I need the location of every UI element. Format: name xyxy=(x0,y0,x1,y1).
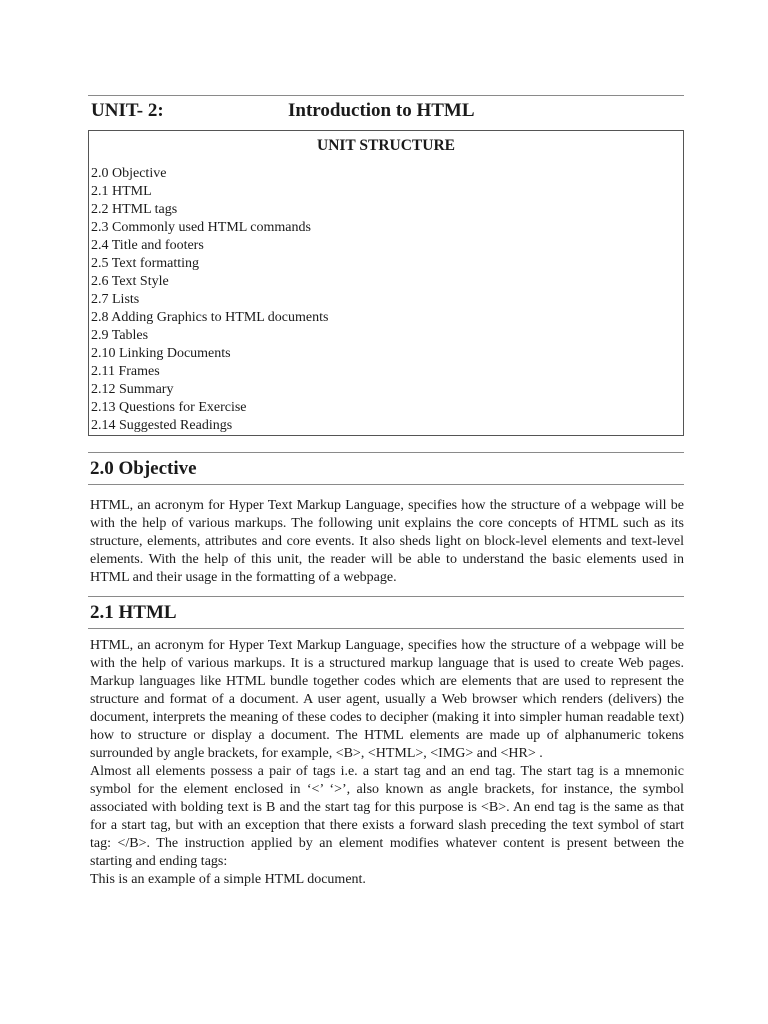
html-section xyxy=(88,596,684,889)
toc-item: 2.1 HTML xyxy=(91,184,152,199)
unit-title: Introduction to HTML xyxy=(288,100,475,121)
toc-item: 2.8 Adding Graphics to HTML documents xyxy=(91,310,329,325)
section-bottom-rule xyxy=(88,484,684,485)
unit-label: UNIT- 2: xyxy=(91,100,164,121)
section-heading: 2.1 HTML xyxy=(90,602,177,623)
unit-title-row xyxy=(88,100,684,127)
section-bottom-rule xyxy=(88,628,684,629)
toc-item: 2.2 HTML tags xyxy=(91,202,178,217)
unit-structure-list xyxy=(89,165,683,435)
toc-item: 2.6 Text Style xyxy=(91,274,169,289)
objective-section xyxy=(88,452,684,587)
html-paragraph: This is an example of a simple HTML document. xyxy=(90,872,366,887)
toc-item: 2.3 Commonly used HTML commands xyxy=(91,220,311,235)
toc-item: 2.12 Summary xyxy=(91,382,174,397)
header-top-rule xyxy=(88,95,684,96)
objective-paragraph: HTML, an acronym for Hyper Text Markup Language, specifies how the structure of a webpage will be with the help of various markups. The following unit explains the core concepts of HTML such as its structure, elements, attributes and core events. It also sheds light on block-level elements and text-level elements. With the help of this unit, the reader will be able to understand the basic elements used in HTML and their usage in the formatting of a webpage. xyxy=(90,498,684,585)
section-top-rule xyxy=(88,596,684,597)
unit-structure-box xyxy=(88,130,684,436)
toc-item: 2.9 Tables xyxy=(91,328,149,343)
toc-item: 2.14 Suggested Readings xyxy=(91,418,233,433)
toc-item: 2.5 Text formatting xyxy=(91,256,200,271)
section-top-rule xyxy=(88,452,684,453)
unit-structure-title: UNIT STRUCTURE xyxy=(317,137,455,154)
html-paragraph: HTML, an acronym for Hyper Text Markup Language, specifies how the structure of a webpage will be with the help of various markups. It is a structured markup language that is used to create Web pages. Markup languages like HTML bundle together codes which are elements that are used to represent the structure and format of a document. A user agent, usually a Web browser which renders (delivers) the document, interprets the meaning of these codes to decipher (making it into simpler human readable text) how to structure or display a document. The HTML elements are made up of alphanumeric tokens surrounded by angle brackets, for example, <B>, <HTML>, <IMG> and <HR> . xyxy=(90,638,684,761)
toc-item: 2.0 Objective xyxy=(91,166,167,181)
toc-item: 2.13 Questions for Exercise xyxy=(91,400,247,415)
unit-header xyxy=(88,95,684,127)
section-heading: 2.0 Objective xyxy=(90,458,197,479)
html-paragraph: Almost all elements possess a pair of tags i.e. a start tag and an end tag. The start tag is a mnemonic symbol for the element enclosed in ‘<’ ‘>’, also known as angle brackets, for instance, the symbol associated with bolding text is B and the start tag for this purpose is <B>. An end tag is the same as that for a start tag, but with an exception that there exists a forward slash preceding the text symbol of start tag: </B>. The instruction applied by an element modifies whatever content is present between the starting and ending tags: xyxy=(90,764,684,869)
toc-item: 2.10 Linking Documents xyxy=(91,346,231,361)
toc-item: 2.11 Frames xyxy=(91,364,160,379)
toc-item: 2.4 Title and footers xyxy=(91,238,204,253)
toc-item: 2.7 Lists xyxy=(91,292,140,307)
